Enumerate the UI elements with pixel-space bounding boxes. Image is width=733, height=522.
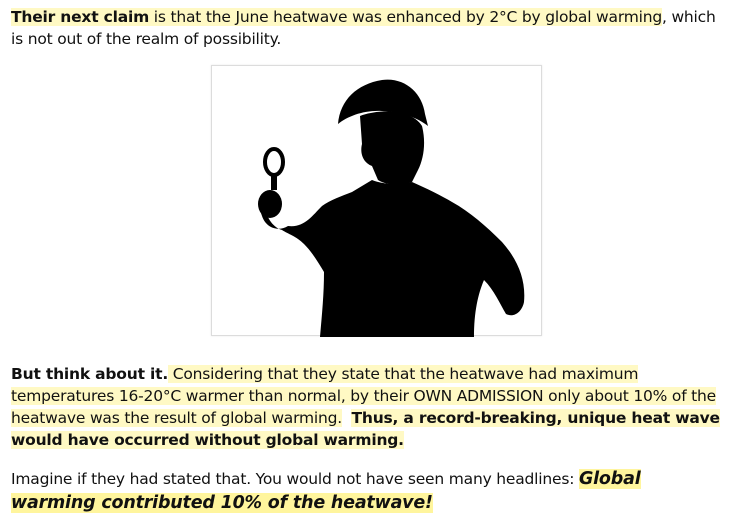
claim-text: is that the June heatwave was enhanced by 2°C by global warming bbox=[149, 8, 662, 26]
magnifier-handle bbox=[271, 174, 277, 190]
fist bbox=[258, 190, 282, 218]
argument-text: Considering that they state that the heatwave had maximum temperatures 16-20°C warmer than normal, by their OWN ADMISSION only about 10% of the heatwave was the result of global warming. bbox=[11, 365, 717, 427]
paragraph-claim bbox=[11, 6, 727, 50]
headline-quote: Global warming contributed 10% of the heatwave! bbox=[11, 469, 641, 513]
claim-trailing: , which is not out of the realm of possibility. bbox=[11, 8, 716, 48]
claim-lead: Their next claim bbox=[11, 8, 150, 26]
paragraph-headline bbox=[11, 467, 727, 515]
headline-intro: Imagine if they had stated that. You would not have seen many headlines: bbox=[11, 470, 579, 488]
head bbox=[360, 111, 424, 184]
detective-image bbox=[211, 65, 542, 336]
paragraph-argument bbox=[11, 363, 727, 451]
argument-conclusion: Thus, a record-breaking, unique heat wave would have occurred without global warming. bbox=[11, 409, 720, 449]
torso bbox=[260, 180, 524, 337]
magnifier-lens bbox=[265, 149, 283, 175]
detective-silhouette-icon bbox=[212, 66, 543, 337]
argument-lead: But think about it. bbox=[11, 365, 169, 383]
